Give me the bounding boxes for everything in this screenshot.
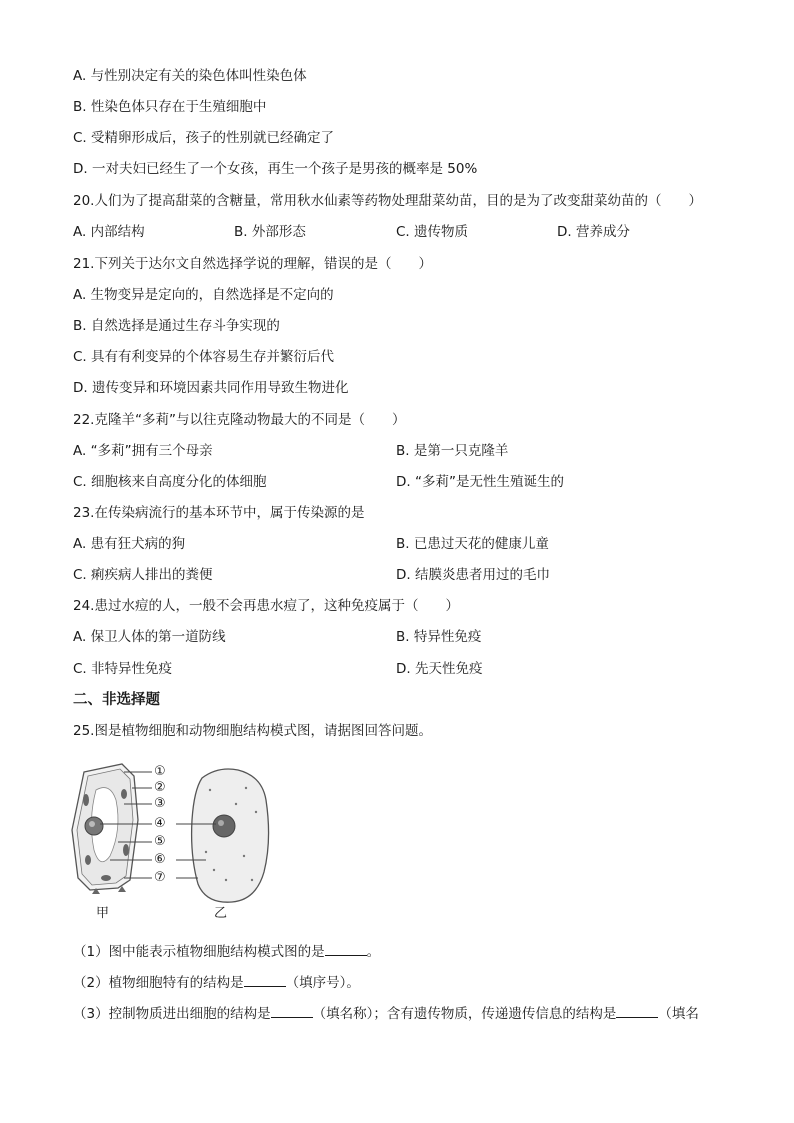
q25-sub3: [73, 1004, 699, 1023]
answer-blank[interactable]: [616, 1004, 658, 1018]
chloroplast: [123, 844, 129, 856]
q22-stem: 22.克隆羊“多莉”与以往克隆动物最大的不同是（ ）: [73, 412, 406, 428]
figure-number-2: ②: [154, 780, 166, 795]
q23-option-c: C. 痢疾病人排出的粪便: [73, 567, 213, 583]
figure-number-6: ⑥: [154, 852, 166, 867]
q20-option-c: C. 遗传物质: [396, 224, 469, 240]
figure-number-1: ①: [154, 764, 166, 779]
q19-option-c: C. 受精卵形成后，孩子的性别就已经确定了: [73, 130, 335, 146]
q19-option-a: A. 与性别决定有关的染色体叫性染色体: [73, 68, 307, 84]
q22-option-b: B. 是第一只克隆羊: [396, 443, 509, 459]
chloroplast: [101, 875, 111, 881]
q23-stem: 23.在传染病流行的基本环节中，属于传染源的是: [73, 505, 365, 521]
q23-option-d: D. 结膜炎患者用过的毛巾: [396, 567, 550, 583]
chloroplast: [85, 855, 91, 865]
q20-option-d: D. 营养成分: [557, 224, 630, 240]
q20-stem: 20.人们为了提高甜菜的含糖量，常用秋水仙素等药物处理甜菜幼苗，目的是为了改变甜菜幼苗的（ ）: [73, 193, 702, 209]
q25-sub3-end: （填名: [658, 1006, 699, 1022]
q22-option-d: D. “多莉”是无性生殖诞生的: [396, 474, 564, 490]
q23-option-a: A. 患有狂犬病的狗: [73, 536, 186, 552]
q24-option-c: C. 非特异性免疫: [73, 661, 173, 677]
figure-number-7: ⑦: [154, 870, 166, 885]
cell-diagram: [66, 760, 296, 920]
q24-option-d: D. 先天性免疫: [396, 661, 483, 677]
q25-sub3-mid: （填名称）；含有遗传物质，传递遗传信息的结构是: [312, 1006, 617, 1022]
q22-option-a: A. “多莉”拥有三个母亲: [73, 443, 213, 459]
q25-stem: 25.图是植物细胞和动物细胞结构模式图，请据图回答问题。: [73, 723, 432, 739]
section-heading: 二、非选择题: [73, 692, 160, 708]
figure-number-5: ⑤: [154, 834, 166, 849]
animal-nucleus: [213, 815, 235, 837]
q21-stem: 21.下列关于达尔文自然选择学说的理解，错误的是（ ）: [73, 256, 432, 272]
q20-option-a: A. 内部结构: [73, 224, 145, 240]
q25-sub1-end: 。: [366, 944, 381, 960]
cell-diagram-svg: [66, 760, 296, 920]
q21-option-b: B. 自然选择是通过生存斗争实现的: [73, 318, 280, 334]
answer-blank[interactable]: [244, 973, 286, 987]
figure-number-3: ③: [154, 796, 166, 811]
q22-option-c: C. 细胞核来自高度分化的体细胞: [73, 474, 267, 490]
q24-option-b: B. 特异性免疫: [396, 629, 482, 645]
q19-option-d: D. 一对夫妇已经生了一个女孩，再生一个孩子是男孩的概率是 50%: [73, 161, 478, 177]
animal-nucleolus: [218, 820, 224, 826]
chloroplast: [83, 794, 89, 806]
q25-sub2-end: （填序号）。: [285, 975, 360, 991]
figure-number-4: ④: [154, 816, 166, 831]
q20-option-b: B. 外部形态: [234, 224, 306, 240]
answer-blank[interactable]: [271, 1004, 313, 1018]
q24-stem: 24.患过水痘的人，一般不会再患水痘了，这种免疫属于（ ）: [73, 598, 459, 614]
q23-option-b: B. 已患过天花的健康儿童: [396, 536, 549, 552]
q21-option-d: D. 遗传变异和环境因素共同作用导致生物进化: [73, 380, 349, 396]
q21-option-c: C. 具有有利变异的个体容易生存并繁衍后代: [73, 349, 335, 365]
figure-label-plant: 甲: [96, 906, 110, 921]
q25-sub1-text: （1）图中能表示植物细胞结构模式图的是: [73, 944, 325, 960]
figure-label-animal: 乙: [214, 906, 228, 921]
q19-option-b: B. 性染色体只存在于生殖细胞中: [73, 99, 267, 115]
q25-sub1: [73, 942, 380, 961]
q21-option-a: A. 生物变异是定向的，自然选择是不定向的: [73, 287, 334, 303]
q25-sub2: [73, 973, 360, 992]
answer-blank[interactable]: [325, 942, 367, 956]
plant-nucleolus: [89, 821, 95, 827]
q24-option-a: A. 保卫人体的第一道防线: [73, 629, 226, 645]
q25-sub3-text: （3）控制物质进出细胞的结构是: [73, 1006, 271, 1022]
q25-sub2-text: （2）植物细胞特有的结构是: [73, 975, 244, 991]
chloroplast: [121, 789, 127, 799]
